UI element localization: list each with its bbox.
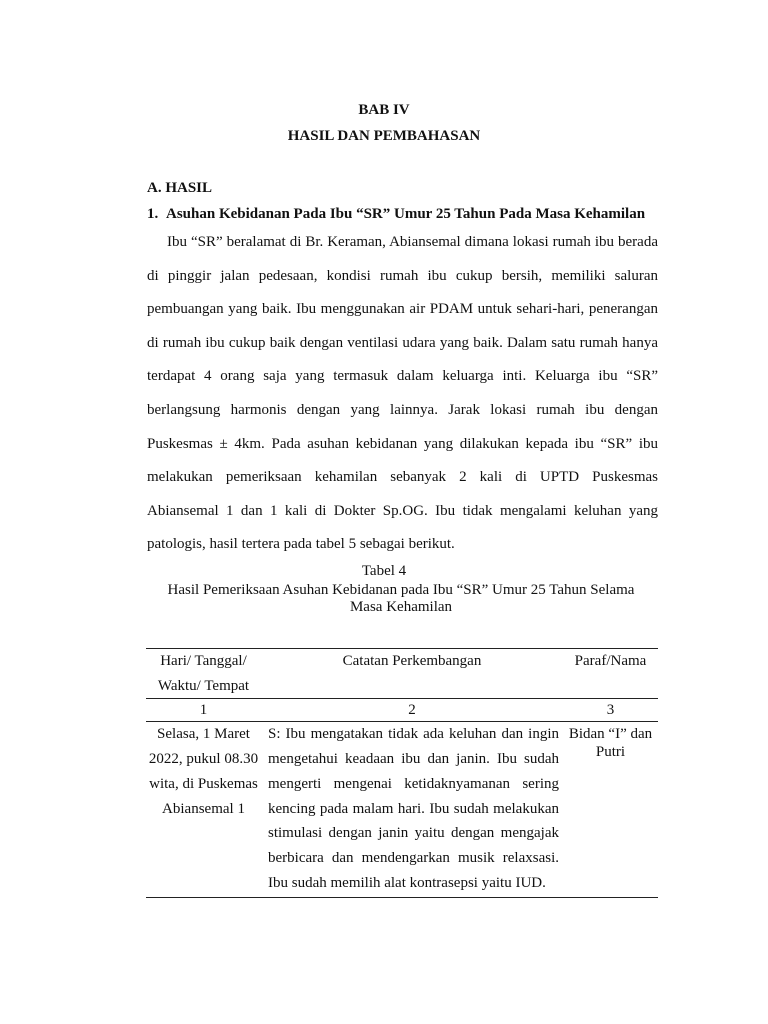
subsection-number: 1. [147, 206, 159, 222]
row-date-place: Selasa, 1 Maret 2022, pukul 08.30 wita, di Puskemas Abiansemal 1 [146, 722, 261, 898]
header-signature: Paraf/Nama [563, 649, 658, 699]
table-row [146, 722, 658, 898]
section-heading: A. HASIL [147, 180, 213, 196]
row-signature-cell [563, 722, 658, 898]
column-number-3: 3 [563, 699, 658, 722]
results-table [146, 648, 658, 898]
column-number-1: 1 [146, 699, 261, 722]
chapter-heading: BAB IV [358, 102, 410, 118]
subsection-heading [147, 204, 667, 224]
subsection-title: Asuhan Kebidanan Pada Ibu “SR” Umur 25 Tahun Pada Masa Kehamilan [166, 206, 646, 222]
table-title: Hasil Pemeriksaan Asuhan Kebidanan pada Ibu “SR” Umur 25 Tahun Selama Masa Kehamilan [167, 582, 635, 615]
table-label: Tabel 4 [361, 563, 407, 579]
column-number-2: 2 [261, 699, 563, 722]
body-paragraph: Ibu “SR” beralamat di Br. Keraman, Abiansemal dimana lokasi rumah ibu berada di pinggir jalan pedesaan, kondisi rumah ibu cukup bersih, memiliki saluran pembuangan yang baik. Ibu menggunakan air PDAM untuk sehari-hari, penerangan di rumah ibu cukup baik dengan ventilasi udara yang baik. Dalam satu rumah hanya terdapat 4 orang saja yang termasuk dalam keluarga inti. Keluarga ibu “SR” berlangsung harmonis dengan yang lainnya. Jarak lokasi rumah ibu dengan Puskesmas ± 4km. Pada asuhan kebidanan yang dilakukan kepada ibu “SR” ibu melakukan pemeriksaan kehamilan sebanyak 2 kali di UPTD Puskesmas Abiansemal 1 dan 1 kali di Dokter Sp.OG. Ibu tidak mengalami keluhan yang patologis, hasil tertera pada tabel 5 sebagai berikut. [147, 234, 658, 553]
row-progress-notes: S: Ibu mengatakan tidak ada keluhan dan ingin mengetahui keadaan ibu dan janin. Ibu sudah mengerti mengenai ketidaknyamanan sering kencing pada malam hari. Ibu sudah melakukan stimulasi dengan janin yaitu dengan mengajak berbicara dan mendengarkan musik relaxsasi. Ibu sudah memilih alat kontrasepsi yaitu IUD. [268, 726, 559, 891]
row-signature: Bidan “I” dan Putri [568, 726, 653, 761]
table-number-row [146, 699, 658, 722]
header-progress-notes: Catatan Perkembangan [261, 649, 563, 699]
table-header-row [146, 649, 658, 699]
chapter-title: HASIL DAN PEMBAHASAN [287, 128, 481, 144]
header-date-place: Hari/ Tanggal/ Waktu/ Tempat [146, 649, 261, 699]
row-progress-notes-cell [261, 722, 563, 898]
